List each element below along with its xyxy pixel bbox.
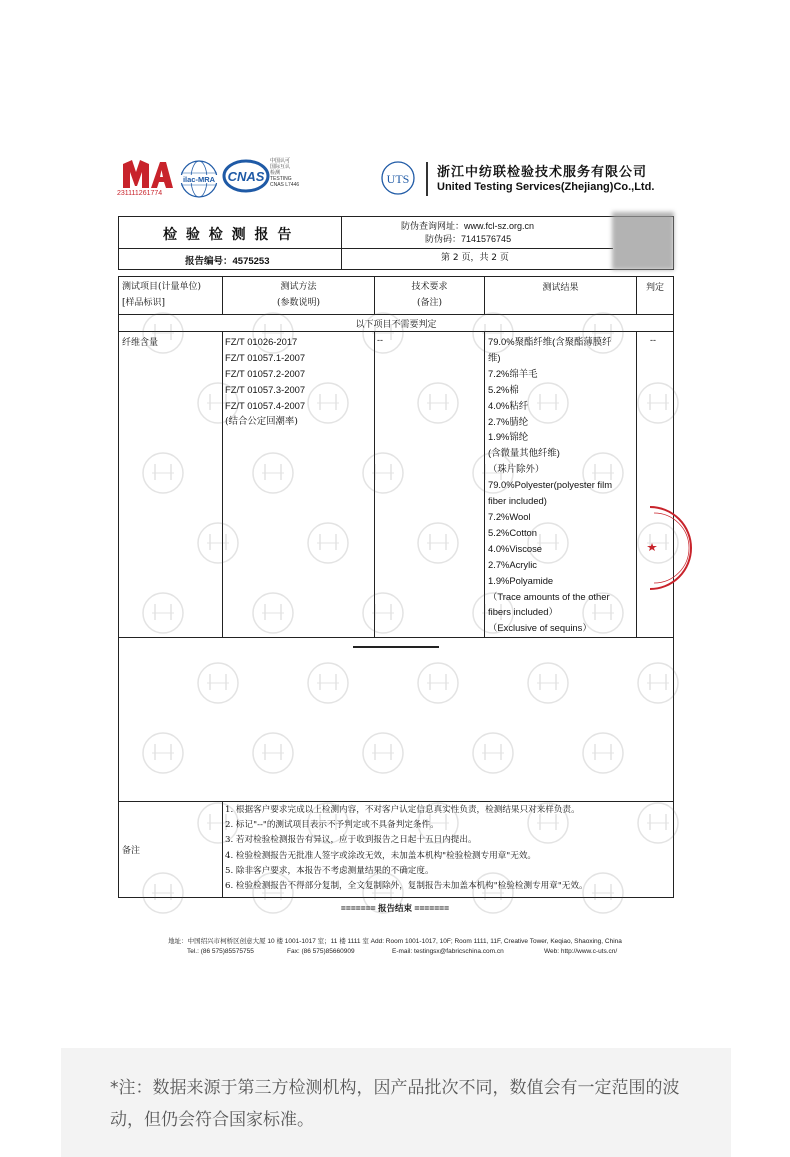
uts-watermark-icon <box>305 380 351 426</box>
test-requirement: -- <box>377 335 383 345</box>
result-line: 1.9%锦纶 <box>488 431 529 443</box>
uts-watermark-icon <box>470 590 516 636</box>
col-header-item-line: 测试项目(计量单位) <box>122 282 202 292</box>
test-item-name: 纤维含量 <box>122 338 159 348</box>
uts-watermark-icon <box>635 660 681 706</box>
company-divider <box>426 162 428 196</box>
report-number-value: 4575253 <box>232 256 270 267</box>
uts-watermark-icon <box>305 800 351 846</box>
col-header-requirement <box>375 279 484 311</box>
remark-item: 4. 检验检测报告无批准人签字或涂改无效，未加盖本机构"检验检测专用章"无效。 <box>225 850 537 861</box>
result-line: fiber included) <box>488 495 547 507</box>
uts-watermark-icon <box>415 660 461 706</box>
uts-watermark-icon <box>360 590 406 636</box>
uts-watermark-icon <box>305 520 351 566</box>
cnas-label: CNAS <box>227 169 265 184</box>
uts-watermark-icon <box>525 520 571 566</box>
redacted-qr-code <box>612 212 674 270</box>
test-method: FZ/T 01057.1-2007 <box>225 351 306 363</box>
company-name-cn: 浙江中纺联检验技术服务有限公司 <box>437 165 648 180</box>
test-method-note: (结合公定回潮率) <box>225 415 298 427</box>
uts-watermark-icon <box>195 520 241 566</box>
col-header-method <box>223 279 374 311</box>
cnas-line: 国际互认 <box>270 164 291 170</box>
uts-logo-icon <box>380 158 416 198</box>
test-method: FZ/T 01057.4-2007 <box>225 399 306 411</box>
result-line: 2.7%Acrylic <box>488 558 537 570</box>
result-line: 7.2%绵羊毛 <box>488 367 538 379</box>
test-method: FZ/T 01057.2-2007 <box>225 367 306 379</box>
remark-item: 6. 检验检测报告不得部分复制，全文复制除外，复制报告未加盖本机构"检验检测专用章"无效。 <box>225 881 588 892</box>
result-line: 7.2%Wool <box>488 510 531 522</box>
uts-watermark-icon <box>635 380 681 426</box>
uts-watermark-icon <box>635 800 681 846</box>
verify-code <box>425 231 511 248</box>
result-line: 5.2%Cotton <box>488 526 537 538</box>
result-line: 4.0%粘纤 <box>488 399 529 411</box>
uts-watermark-icon <box>580 730 626 776</box>
uts-watermark-icon <box>250 730 296 776</box>
cnas-line: TESTING <box>270 176 292 182</box>
uts-watermark-icon <box>140 730 186 776</box>
col-header-item-line: [样品标识] <box>122 298 166 308</box>
result-line: 79.0%聚酯纤维(含聚酯薄膜纤 <box>488 336 612 347</box>
remark-item: 3. 若对检验检测报告有异议，应于收到报告之日起十五日内提出。 <box>225 835 477 846</box>
ilac-label: ilac-MRA <box>182 175 216 184</box>
page-info: 第 2 页，共 2 页 <box>441 253 509 263</box>
result-line: 2.7%腈纶 <box>488 415 529 427</box>
col-header-method-line: (参数说明) <box>276 298 321 308</box>
col-header-judgement: 判定 <box>645 283 664 293</box>
disclaimer-text: *注：数据来源于第三方检测机构，因产品批次不同，数值会有一定范围的波动，但仍会符合国家标准。 <box>110 1078 680 1130</box>
test-method: FZ/T 01026-2017 <box>225 336 298 347</box>
result-line: 4.0%Viscose <box>488 542 543 554</box>
uts-watermark-icon <box>250 590 296 636</box>
remark-item: 5. 除非客户要求，本报告不考虑测量结果的不确定度。 <box>225 865 434 876</box>
result-line: (含微量其他纤维) <box>488 447 560 459</box>
no-judgement-row: 以下项目不需要判定 <box>355 320 437 330</box>
footer-fax: Fax: (86 575)85660909 <box>287 948 355 955</box>
uts-watermark-icon <box>140 590 186 636</box>
uts-watermark-icon <box>140 450 186 496</box>
result-line: 维) <box>488 351 501 363</box>
footer-web[interactable]: Web: http://www.c-uts.cn/ <box>544 948 618 955</box>
uts-watermark-icon <box>250 310 296 356</box>
uts-watermark-icon <box>580 310 626 356</box>
cnas-logo-icon <box>222 157 270 195</box>
result-line: （Exclusive of sequins） <box>488 622 592 634</box>
result-line: fibers included） <box>488 606 558 618</box>
report-header-table <box>118 216 674 270</box>
uts-watermark-icon <box>470 310 516 356</box>
uts-watermark-icon <box>525 380 571 426</box>
test-judgement: -- <box>650 335 656 345</box>
uts-label: UTS <box>386 172 410 186</box>
uts-watermark-icon <box>415 520 461 566</box>
col-header-result: 测试结果 <box>542 283 579 293</box>
cnas-line: 检测 <box>270 170 281 176</box>
footer-address: 地址：中国绍兴市柯桥区创意大厦 10 楼 1001-1017 室；11 楼 1111 室 Add: Room 1001-1017, 10F; Room 1111, 11F, Creative Tower, Keqiao, Shaoxing, China <box>168 938 622 945</box>
uts-watermark-icon <box>470 730 516 776</box>
test-method: FZ/T 01057.3-2007 <box>225 383 306 395</box>
uts-watermark-icon <box>360 730 406 776</box>
uts-watermark-icon <box>195 380 241 426</box>
verify-site-label: 防伪查询网址： <box>401 222 465 232</box>
col-header-requirement-line: 技术要求 <box>411 282 448 292</box>
footer-tel: Tel.: (86 575)85575755 <box>187 948 254 955</box>
report-end-marker: ======= 报告结束 ======= <box>340 903 450 913</box>
verify-code-label: 防伪码： <box>425 235 462 245</box>
uts-watermark-icon <box>250 450 296 496</box>
uts-watermark-icon <box>580 590 626 636</box>
cnas-line: CNAS L7446 <box>270 182 300 188</box>
uts-watermark-icon <box>305 660 351 706</box>
uts-watermark-icon <box>580 450 626 496</box>
uts-watermark-icon <box>360 310 406 356</box>
uts-watermark-icon <box>360 450 406 496</box>
col-header-method-line: 测试方法 <box>280 282 317 292</box>
footer-email[interactable]: E-mail: testingsx@fabricschina.com.cn <box>392 948 504 955</box>
inspection-stamp-icon <box>646 505 692 591</box>
report-title: 检 验 检 测 报 告 <box>163 227 294 243</box>
company-name-en: United Testing Services(Zhejiang)Co.,Ltd. <box>437 181 655 193</box>
remarks-label: 备注 <box>122 846 141 856</box>
result-line: 79.0%Polyester(polyester film <box>488 479 613 491</box>
result-line: （珠片除外） <box>488 463 545 475</box>
verify-site-url[interactable]: www.fcl-sz.org.cn <box>464 221 535 231</box>
uts-watermark-icon <box>140 310 186 356</box>
result-line: 1.9%Polyamide <box>488 574 554 586</box>
report-number-label: 报告编号： <box>185 256 233 267</box>
cnas-text <box>270 158 299 188</box>
col-header-requirement-line: (备注) <box>416 298 443 308</box>
uts-watermark-icon <box>470 450 516 496</box>
report-number <box>185 253 270 267</box>
uts-watermark-icon <box>195 660 241 706</box>
col-header-item <box>122 279 201 311</box>
uts-watermark-icon <box>525 800 571 846</box>
cnas-line: 中国认可 <box>270 158 291 164</box>
remark-item: 1. 根据客户要求完成以上检测内容，不对客户认定信息真实性负责，检测结果只对来样负责。 <box>225 805 580 815</box>
result-line: 5.2%棉 <box>488 383 519 395</box>
uts-watermark-icon <box>415 800 461 846</box>
uts-watermark-icon <box>415 380 461 426</box>
cma-number: 231111261774 <box>117 190 163 197</box>
uts-watermark-icon <box>525 660 571 706</box>
result-line: （Trace amounts of the other <box>488 590 610 602</box>
verify-code-value: 7141576745 <box>461 234 512 244</box>
ilac-mra-logo-icon <box>178 158 220 200</box>
uts-watermark-icon <box>195 800 241 846</box>
remark-item: 2. 标记"--"的测试项目表示不予判定或不具备判定条件。 <box>225 820 439 831</box>
cma-logo-icon <box>120 158 174 192</box>
